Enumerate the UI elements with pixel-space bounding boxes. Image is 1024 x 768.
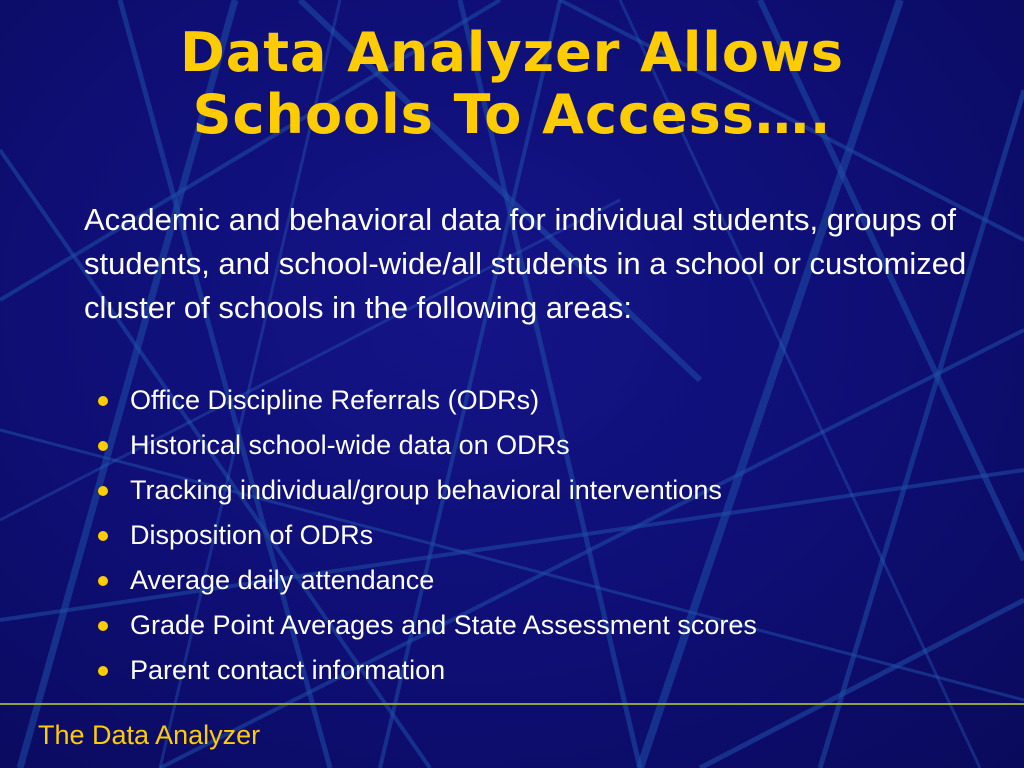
list-item xyxy=(96,513,976,558)
list-item-text: Tracking individual/group behavioral interventions xyxy=(130,475,722,505)
bullet-dot-icon xyxy=(98,666,108,676)
bullet-dot-icon xyxy=(98,621,108,631)
slide-title xyxy=(0,22,1024,146)
footer-text: The Data Analyzer xyxy=(38,720,261,750)
bullet-dot-icon xyxy=(98,441,108,451)
intro-paragraph: Academic and behavioral data for individual students, groups of students, and school-wide/all students in a school or customized cluster of schools in the following areas: xyxy=(84,202,967,325)
list-item xyxy=(96,378,976,423)
list-item-text: Parent contact information xyxy=(130,655,446,685)
bullet-dot-icon xyxy=(98,576,108,586)
list-item xyxy=(96,468,976,513)
slide-title-line-1: Data Analyzer Allows xyxy=(179,21,845,84)
bullet-dot-icon xyxy=(98,486,108,496)
footer-divider xyxy=(0,703,1024,705)
list-item xyxy=(96,423,976,468)
list-item-text: Historical school-wide data on ODRs xyxy=(130,430,570,460)
bullet-dot-icon xyxy=(98,396,108,406)
list-item-text: Office Discipline Referrals (ODRs) xyxy=(130,385,540,415)
list-item-text: Average daily attendance xyxy=(130,565,435,595)
list-item xyxy=(96,603,976,648)
slide-title-line-2: Schools To Access…. xyxy=(192,83,832,146)
list-item-text: Grade Point Averages and State Assessment scores xyxy=(130,610,757,640)
bullet-dot-icon xyxy=(98,531,108,541)
list-item xyxy=(96,558,976,603)
list-item xyxy=(96,648,976,693)
bullet-list xyxy=(96,378,976,693)
list-item-text: Disposition of ODRs xyxy=(130,520,374,550)
